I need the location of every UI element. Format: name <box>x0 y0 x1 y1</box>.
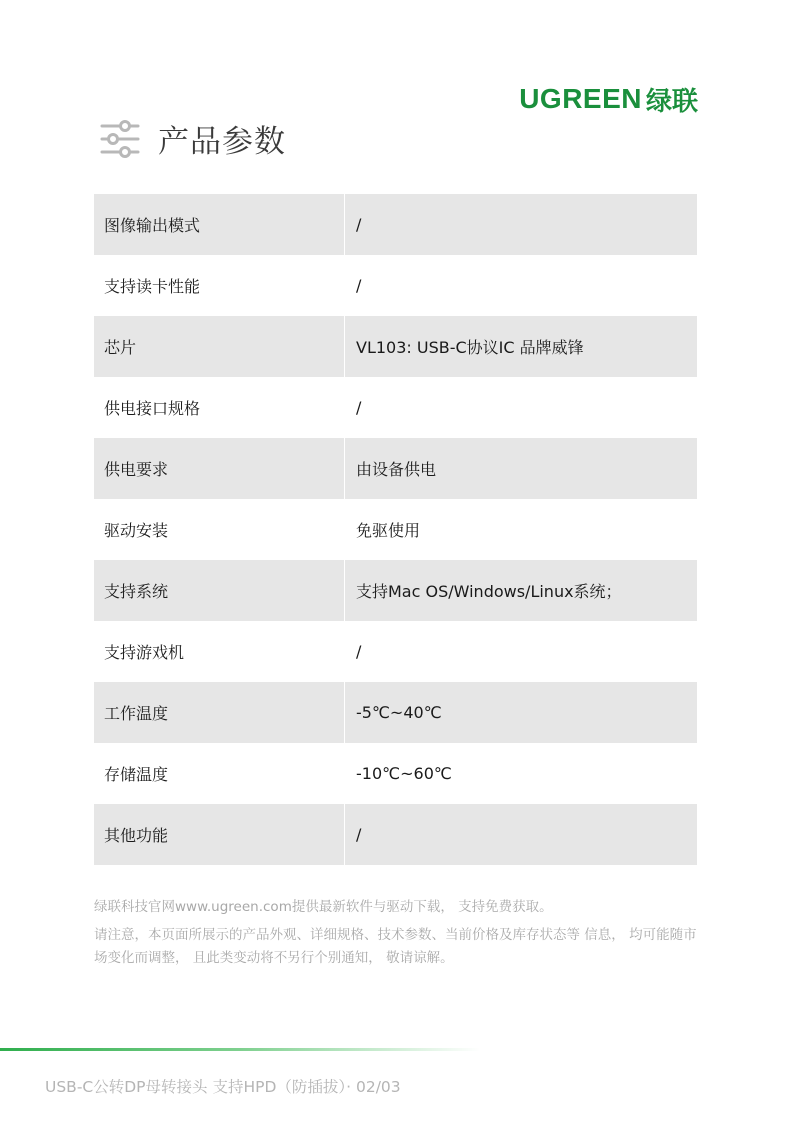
spec-row <box>94 560 697 621</box>
spec-value: -5℃~40℃ <box>344 682 697 743</box>
spec-row <box>94 194 697 255</box>
spec-label: 供电要求 <box>104 460 169 479</box>
spec-label: 支持系统 <box>104 582 169 601</box>
spec-label: 芯片 <box>104 338 137 357</box>
spec-row <box>94 743 697 804</box>
spec-value: / <box>356 398 362 417</box>
footer-divider <box>0 1048 480 1051</box>
spec-value: 免驱使用 <box>356 521 421 540</box>
spec-label: 支持读卡性能 <box>104 277 201 296</box>
spec-row <box>94 682 697 743</box>
spec-value: VL103: USB-C协议IC 品牌威锋 <box>344 316 697 377</box>
spec-value: / <box>344 194 697 255</box>
spec-value: 由设备供电 <box>344 438 697 499</box>
spec-label: 驱动安装 <box>104 521 169 540</box>
spec-value: / <box>356 642 362 661</box>
spec-label: 支持游戏机 <box>104 643 185 662</box>
brand-logo <box>519 82 698 116</box>
spec-label: 工作温度 <box>104 704 169 723</box>
spec-value: -10℃~60℃ <box>356 764 452 783</box>
sliders-icon <box>100 118 140 160</box>
spec-row <box>94 316 697 377</box>
spec-row <box>94 438 697 499</box>
disclaimer-notes <box>94 896 697 970</box>
spec-value: / <box>344 804 697 865</box>
spec-label: 图像输出模式 <box>104 216 201 235</box>
spec-value: 支持Mac OS/Windows/Linux系统； <box>344 560 697 621</box>
footer-product-page: USB-C公转DP母转接头 支持HPD（防插拔）· 02/03 <box>45 1078 401 1096</box>
spec-label: 供电接口规格 <box>104 399 201 418</box>
spec-label: 存储温度 <box>104 765 169 784</box>
logo-text-en: UGREEN <box>519 83 642 114</box>
spec-row <box>94 499 697 560</box>
spec-row <box>94 255 697 316</box>
section-header <box>100 116 286 161</box>
section-title: 产品参数 <box>158 124 286 160</box>
logo-text-cn: 绿联 <box>645 86 698 117</box>
spec-row <box>94 621 697 682</box>
spec-table <box>94 194 697 865</box>
spec-row <box>94 377 697 438</box>
spec-label: 其他功能 <box>104 826 169 845</box>
spec-value: / <box>356 276 362 295</box>
disclaimer-note: 请注意，本页面所展示的产品外观、详细规格、技术参数、当前价格及库存状态等 信息， 均可能随市场变化而调整， 且此类变动将不另行个别通知， 敬请谅解。 <box>94 927 697 966</box>
download-note: 绿联科技官网www.ugreen.com提供最新软件与驱动下载， 支持免费获取。 <box>94 899 553 915</box>
spec-row <box>94 804 697 865</box>
